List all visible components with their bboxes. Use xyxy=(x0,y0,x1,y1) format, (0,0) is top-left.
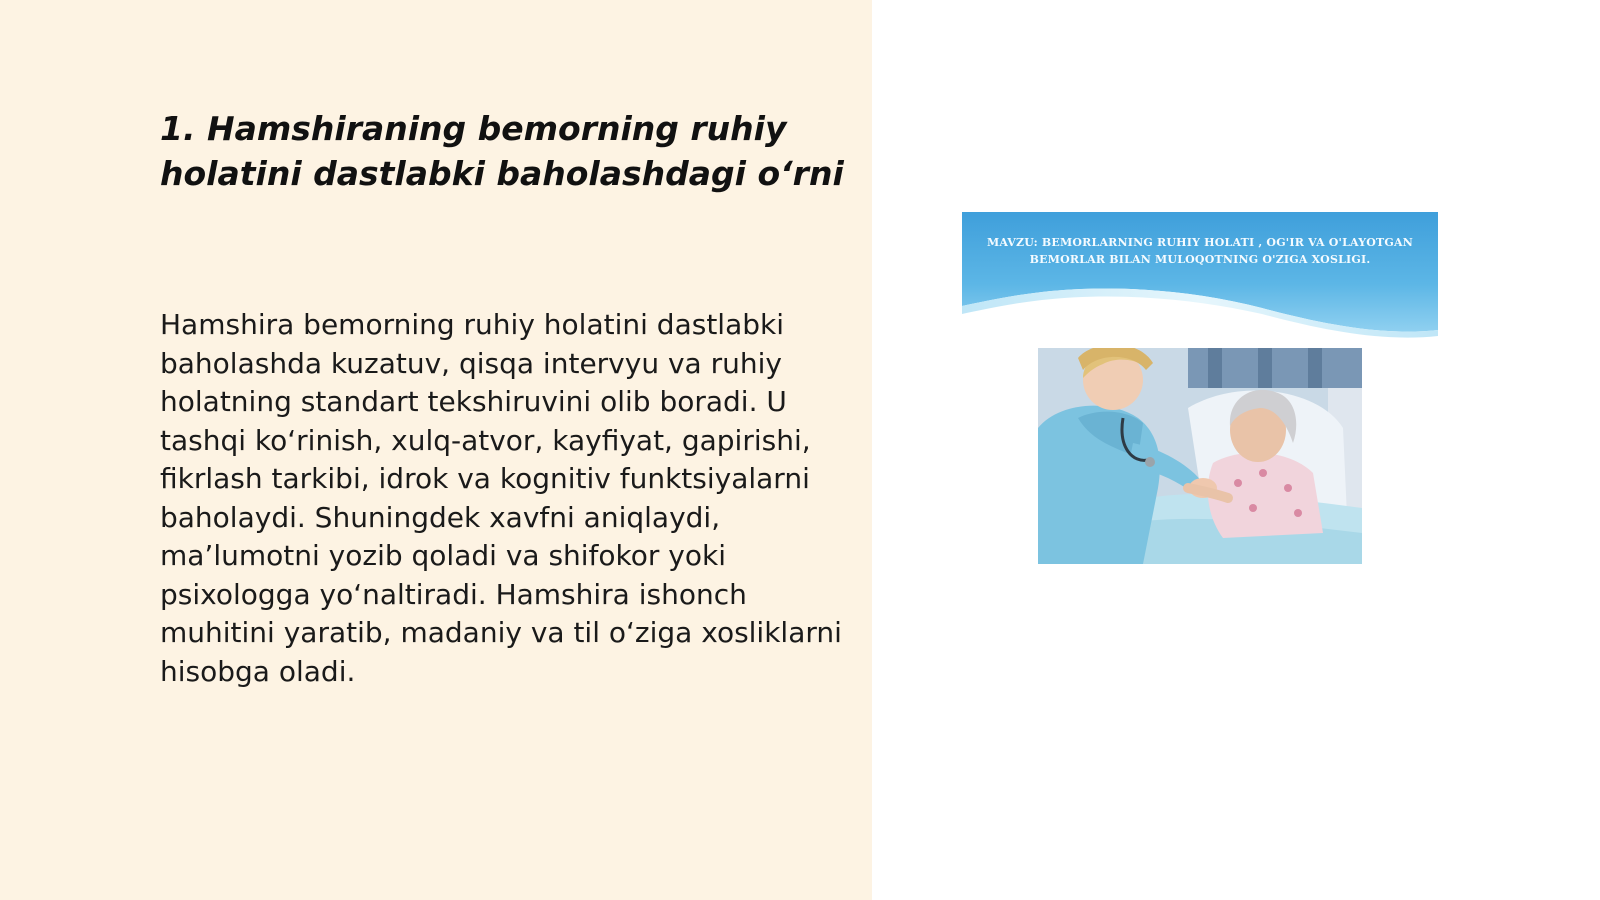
slide-title: 1. Hamshiraning bemorning ruhiy holatini dastlabki baholashdagi o‘rni xyxy=(160,109,844,193)
nurse-patient-photo-icon xyxy=(1038,348,1362,564)
topic-figure xyxy=(962,212,1438,572)
topic-banner-text: MAVZU: BEMORLARNING RUHIY HOLATI , OG'IR VA O'LAYOTGAN BEMORLAR BILAN MULOQOTNING O'ZIGA XOSLIGI. xyxy=(986,236,1414,266)
slide-body-text: Hamshira bemorning ruhiy holatini dastlabki baholashda kuzatuv, qisqa intervyu va ruhiy holatning standart tekshiruvini olib boradi. U tashqi ko‘rinish, xulq-atvor, kayfiyat, gapirishi, fikrlash tarkibi, idrok va kognitiv funktsiyalarni baholaydi. Shuningdek xavfni aniqlaydi, ma’lumotni yozib qoladi va shifokor yoki psixologga yo‘naltiradi. Hamshira ishonch muhitini yaratib, madaniy va til o‘ziga xosliklarni hisobga oladi. xyxy=(160,308,842,688)
topic-banner xyxy=(962,212,1438,342)
